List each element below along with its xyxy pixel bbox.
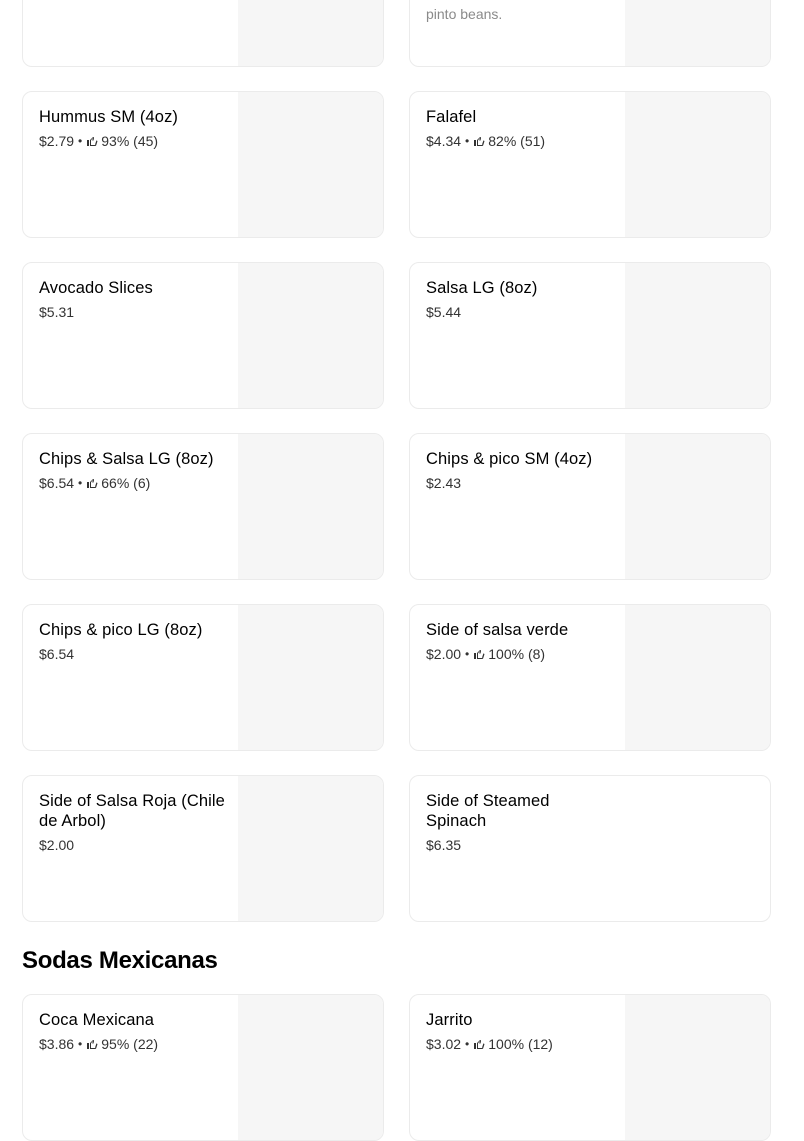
item-image-placeholder: [625, 605, 771, 750]
item-meta: [39, 132, 229, 150]
item-price: $6.35: [426, 837, 462, 853]
menu-item-card[interactable]: [409, 433, 771, 580]
menu-item-card[interactable]: [409, 0, 771, 67]
item-rating: 93% (45): [101, 133, 159, 149]
item-image-placeholder: [625, 0, 771, 66]
item-price: $5.44: [426, 304, 462, 320]
thumbs-up-icon: [86, 1038, 98, 1050]
item-image-placeholder: [238, 605, 384, 750]
item-image-placeholder: [238, 263, 384, 408]
menu-item-card[interactable]: [22, 775, 384, 922]
item-meta: [39, 645, 229, 663]
item-image-placeholder: [625, 995, 771, 1140]
item-image-placeholder: [238, 0, 384, 66]
separator-dot: •: [78, 1037, 83, 1051]
thumbs-up-icon: [473, 135, 485, 147]
menu-item-card[interactable]: [409, 994, 771, 1141]
menu-item-card[interactable]: [409, 775, 771, 922]
item-rating: 82% (51): [488, 133, 546, 149]
item-rating: 100% (12): [488, 1036, 553, 1052]
item-meta: [39, 303, 229, 321]
item-meta: [426, 645, 616, 663]
item-rating: 100% (8): [488, 646, 546, 662]
item-name: Chips & pico LG (8oz): [39, 621, 203, 639]
item-price: $6.54: [39, 646, 75, 662]
item-name: Salsa LG (8oz): [426, 279, 538, 297]
item-name: Falafel: [426, 108, 477, 126]
menu-item-card[interactable]: [22, 994, 384, 1141]
separator-dot: •: [78, 134, 83, 148]
item-price: $3.86: [39, 1036, 75, 1052]
item-image-placeholder: [625, 434, 771, 579]
item-description: pinto beans.: [426, 6, 503, 22]
item-price: $4.34: [426, 133, 462, 149]
menu-item-card[interactable]: [409, 604, 771, 751]
item-meta: [426, 132, 616, 150]
item-name: Chips & pico SM (4oz): [426, 450, 593, 468]
menu-item-card[interactable]: [22, 604, 384, 751]
menu-item-card[interactable]: [409, 91, 771, 238]
menu-item-card[interactable]: [22, 91, 384, 238]
item-price: $2.00: [426, 646, 462, 662]
item-meta: [426, 1035, 616, 1053]
item-name: Hummus SM (4oz): [39, 108, 179, 126]
item-rating: 66% (6): [101, 475, 151, 491]
item-price: $6.54: [39, 475, 75, 491]
item-image-placeholder: [238, 776, 384, 921]
item-meta: [426, 836, 576, 854]
menu-item-card[interactable]: [22, 433, 384, 580]
menu-item-card[interactable]: [22, 0, 384, 67]
item-meta: [426, 303, 616, 321]
item-name: Jarrito: [426, 1011, 473, 1029]
menu-item-card[interactable]: [409, 262, 771, 409]
item-price: $2.00: [39, 837, 75, 853]
thumbs-up-icon: [473, 648, 485, 660]
item-rating: 95% (22): [101, 1036, 159, 1052]
item-image-placeholder: [238, 92, 384, 237]
item-name: Avocado Slices: [39, 279, 153, 297]
item-image-placeholder: [238, 995, 384, 1140]
item-name: Coca Mexicana: [39, 1011, 155, 1029]
item-name: Side of Salsa Roja (Chile de Arbol): [39, 792, 225, 830]
separator-dot: •: [465, 1037, 470, 1051]
separator-dot: •: [465, 134, 470, 148]
item-image-placeholder: [625, 92, 771, 237]
item-meta: [39, 1035, 229, 1053]
item-image-placeholder: [625, 263, 771, 408]
thumbs-up-icon: [473, 1038, 485, 1050]
item-image-placeholder: [238, 434, 384, 579]
item-price: $5.31: [39, 304, 75, 320]
item-price: $3.02: [426, 1036, 462, 1052]
item-meta: [39, 474, 229, 492]
thumbs-up-icon: [86, 477, 98, 489]
item-price: $2.79: [39, 133, 75, 149]
item-meta: [39, 836, 229, 854]
menu-item-card[interactable]: [22, 262, 384, 409]
separator-dot: •: [465, 647, 470, 661]
item-name: Side of Steamed Spinach: [426, 792, 550, 830]
item-meta: [426, 474, 616, 492]
separator-dot: •: [78, 476, 83, 490]
item-name: Chips & Salsa LG (8oz): [39, 450, 214, 468]
section-title: Sodas Mexicanas: [22, 947, 218, 974]
item-price: $2.43: [426, 475, 462, 491]
item-name: Side of salsa verde: [426, 621, 569, 639]
thumbs-up-icon: [86, 135, 98, 147]
